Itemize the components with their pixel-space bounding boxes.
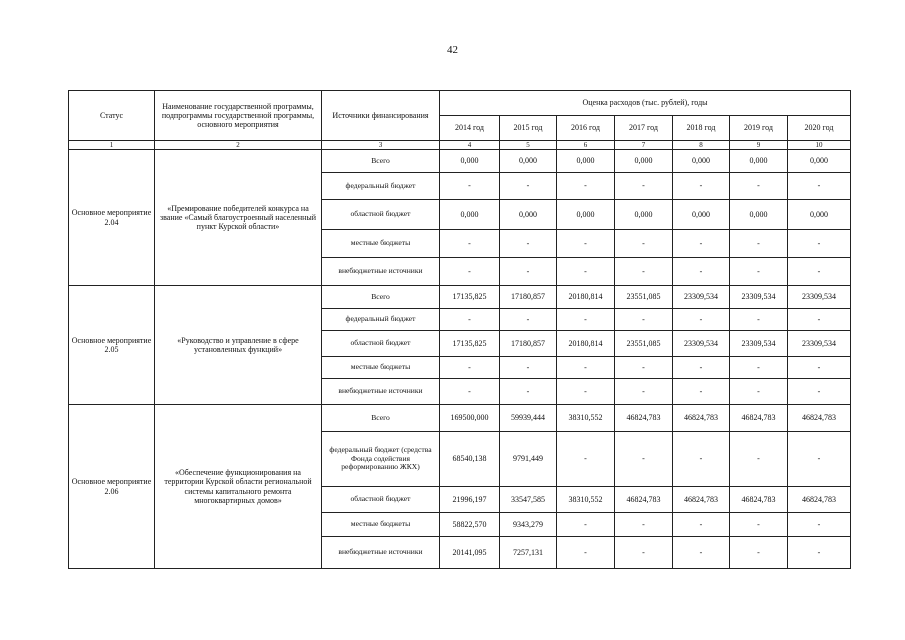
funding-source: федеральный бюджет <box>322 309 440 331</box>
expense-value: - <box>500 173 557 200</box>
expense-value: 23309,534 <box>788 331 851 357</box>
expense-value: - <box>730 173 788 200</box>
expense-value: 46824,783 <box>673 487 730 513</box>
expense-value: - <box>500 379 557 405</box>
expense-value: - <box>673 258 730 286</box>
expense-value: 0,000 <box>557 150 615 173</box>
expense-value: - <box>730 432 788 487</box>
funding-source: местные бюджеты <box>322 230 440 258</box>
measure-status: Основное мероприятие 2.04 <box>69 150 155 286</box>
expense-value: - <box>673 432 730 487</box>
expense-value: - <box>673 513 730 537</box>
expense-value: - <box>615 258 673 286</box>
expense-value: 0,000 <box>440 150 500 173</box>
expense-value: 23551,085 <box>615 286 673 309</box>
expense-value: 46824,783 <box>615 487 673 513</box>
expense-value: 0,000 <box>788 150 851 173</box>
expense-value: - <box>673 537 730 569</box>
funding-source: внебюджетные источники <box>322 258 440 286</box>
expense-value: - <box>557 357 615 379</box>
expense-value: - <box>788 432 851 487</box>
expense-value: - <box>673 230 730 258</box>
column-number: 6 <box>557 141 615 150</box>
expense-value: - <box>788 230 851 258</box>
expense-value: 20141,095 <box>440 537 500 569</box>
column-number: 5 <box>500 141 557 150</box>
expense-value: - <box>440 230 500 258</box>
header-year: 2020 год <box>788 116 851 141</box>
funding-source: Всего <box>322 286 440 309</box>
funding-source: местные бюджеты <box>322 357 440 379</box>
expense-value: 38310,552 <box>557 405 615 432</box>
funding-source: внебюджетные источники <box>322 537 440 569</box>
header-expenses: Оценка расходов (тыс. рублей), годы <box>440 91 851 116</box>
expense-value: 0,000 <box>615 200 673 230</box>
expense-value: 46824,783 <box>615 405 673 432</box>
expense-value: 46824,783 <box>730 487 788 513</box>
header-program-name: Наименование государственной программы, подпрограммы государственной программы, основного мероприятия <box>155 91 322 141</box>
expense-value: 33547,585 <box>500 487 557 513</box>
header-status: Статус <box>69 91 155 141</box>
funding-source: областной бюджет <box>322 331 440 357</box>
expense-value: 68540,138 <box>440 432 500 487</box>
expense-value: - <box>615 432 673 487</box>
expense-value: - <box>615 537 673 569</box>
expense-value: - <box>615 309 673 331</box>
expense-value: - <box>730 513 788 537</box>
expense-value: 0,000 <box>500 200 557 230</box>
expense-value: - <box>730 230 788 258</box>
expense-value: 20180,814 <box>557 286 615 309</box>
table-body <box>69 150 851 569</box>
expense-value: - <box>673 379 730 405</box>
column-number: 10 <box>788 141 851 150</box>
expense-value: - <box>730 357 788 379</box>
expense-value: 0,000 <box>557 200 615 230</box>
expense-value: - <box>615 230 673 258</box>
expense-value: 23309,534 <box>788 286 851 309</box>
expense-value: - <box>615 357 673 379</box>
expense-value: - <box>440 258 500 286</box>
expense-value: 0,000 <box>788 200 851 230</box>
measure-status: Основное мероприятие 2.05 <box>69 286 155 405</box>
expense-value: - <box>557 432 615 487</box>
page-number: 42 <box>447 44 458 56</box>
expense-value: - <box>788 258 851 286</box>
expense-value: 23309,534 <box>730 286 788 309</box>
expense-value: - <box>557 513 615 537</box>
expense-value: 17135,825 <box>440 331 500 357</box>
expense-value: 9791,449 <box>500 432 557 487</box>
expense-value: - <box>557 309 615 331</box>
expense-value: 59939,444 <box>500 405 557 432</box>
expense-value: - <box>788 357 851 379</box>
expense-value: - <box>673 357 730 379</box>
expense-value: - <box>440 357 500 379</box>
expense-value: - <box>557 258 615 286</box>
funding-source: федеральный бюджет (средства Фонда содействия реформированию ЖКХ) <box>322 432 440 487</box>
expense-value: 0,000 <box>440 200 500 230</box>
funding-source: областной бюджет <box>322 487 440 513</box>
expense-value: 46824,783 <box>730 405 788 432</box>
funding-source: Всего <box>322 150 440 173</box>
expense-value: 23309,534 <box>673 286 730 309</box>
header-year: 2019 год <box>730 116 788 141</box>
expense-value: 38310,552 <box>557 487 615 513</box>
column-number: 3 <box>322 141 440 150</box>
expense-value: - <box>730 379 788 405</box>
expense-value: - <box>440 379 500 405</box>
expense-value: 0,000 <box>673 200 730 230</box>
funding-source: федеральный бюджет <box>322 173 440 200</box>
expense-value: 0,000 <box>730 200 788 230</box>
expense-value: 169500,000 <box>440 405 500 432</box>
expense-value: 23551,085 <box>615 331 673 357</box>
table-row <box>69 150 851 173</box>
measure-status: Основное мероприятие 2.06 <box>69 405 155 569</box>
expense-value: - <box>788 309 851 331</box>
expense-value: 9343,279 <box>500 513 557 537</box>
budget-table <box>68 90 851 569</box>
funding-source: Всего <box>322 405 440 432</box>
funding-source: областной бюджет <box>322 200 440 230</box>
expense-value: - <box>788 513 851 537</box>
expense-value: - <box>557 379 615 405</box>
expense-value: - <box>500 230 557 258</box>
expense-value: 46824,783 <box>673 405 730 432</box>
funding-source: местные бюджеты <box>322 513 440 537</box>
expense-value: - <box>615 513 673 537</box>
expense-value: 0,000 <box>673 150 730 173</box>
expense-value: - <box>557 173 615 200</box>
measure-name: «Руководство и управление в сфере установленных функций» <box>155 286 322 405</box>
expense-value: - <box>500 357 557 379</box>
expense-value: 0,000 <box>730 150 788 173</box>
expense-value: 21996,197 <box>440 487 500 513</box>
expense-value: - <box>788 379 851 405</box>
expense-value: 17180,857 <box>500 286 557 309</box>
header-year: 2014 год <box>440 116 500 141</box>
expense-value: - <box>440 173 500 200</box>
expense-value: - <box>673 309 730 331</box>
column-number: 8 <box>673 141 730 150</box>
header-year: 2018 год <box>673 116 730 141</box>
column-number: 2 <box>155 141 322 150</box>
column-number: 4 <box>440 141 500 150</box>
expense-value: - <box>500 258 557 286</box>
expense-value: 17180,857 <box>500 331 557 357</box>
expense-value: - <box>615 379 673 405</box>
expense-value: 20180,814 <box>557 331 615 357</box>
header-year: 2015 год <box>500 116 557 141</box>
expense-value: - <box>730 258 788 286</box>
header-year: 2016 год <box>557 116 615 141</box>
expense-value: - <box>440 309 500 331</box>
expense-value: 7257,131 <box>500 537 557 569</box>
expense-value: 0,000 <box>615 150 673 173</box>
expense-value: - <box>788 173 851 200</box>
column-number: 9 <box>730 141 788 150</box>
expense-value: 0,000 <box>500 150 557 173</box>
table-row <box>69 286 851 309</box>
expense-value: - <box>557 230 615 258</box>
expense-value: 17135,825 <box>440 286 500 309</box>
measure-name: «Премирование победителей конкурса на звание «Самый благоустроенный населенный пункт Курской области» <box>155 150 322 286</box>
column-number: 7 <box>615 141 673 150</box>
expense-value: 46824,783 <box>788 405 851 432</box>
expense-value: 46824,783 <box>788 487 851 513</box>
expense-value: - <box>615 173 673 200</box>
expense-value: 58822,570 <box>440 513 500 537</box>
header-year: 2017 год <box>615 116 673 141</box>
expense-value: - <box>500 309 557 331</box>
expense-value: - <box>788 537 851 569</box>
expense-value: 23309,534 <box>673 331 730 357</box>
expense-value: - <box>557 537 615 569</box>
header-funding-sources: Источники финансирования <box>322 91 440 141</box>
column-number: 1 <box>69 141 155 150</box>
table-row <box>69 405 851 432</box>
expense-value: - <box>673 173 730 200</box>
expense-value: 23309,534 <box>730 331 788 357</box>
expense-value: - <box>730 537 788 569</box>
expense-value: - <box>730 309 788 331</box>
funding-source: внебюджетные источники <box>322 379 440 405</box>
measure-name: «Обеспечение функционирования на территории Курской области региональной системы капитального ремонта многоквартирных домов» <box>155 405 322 569</box>
